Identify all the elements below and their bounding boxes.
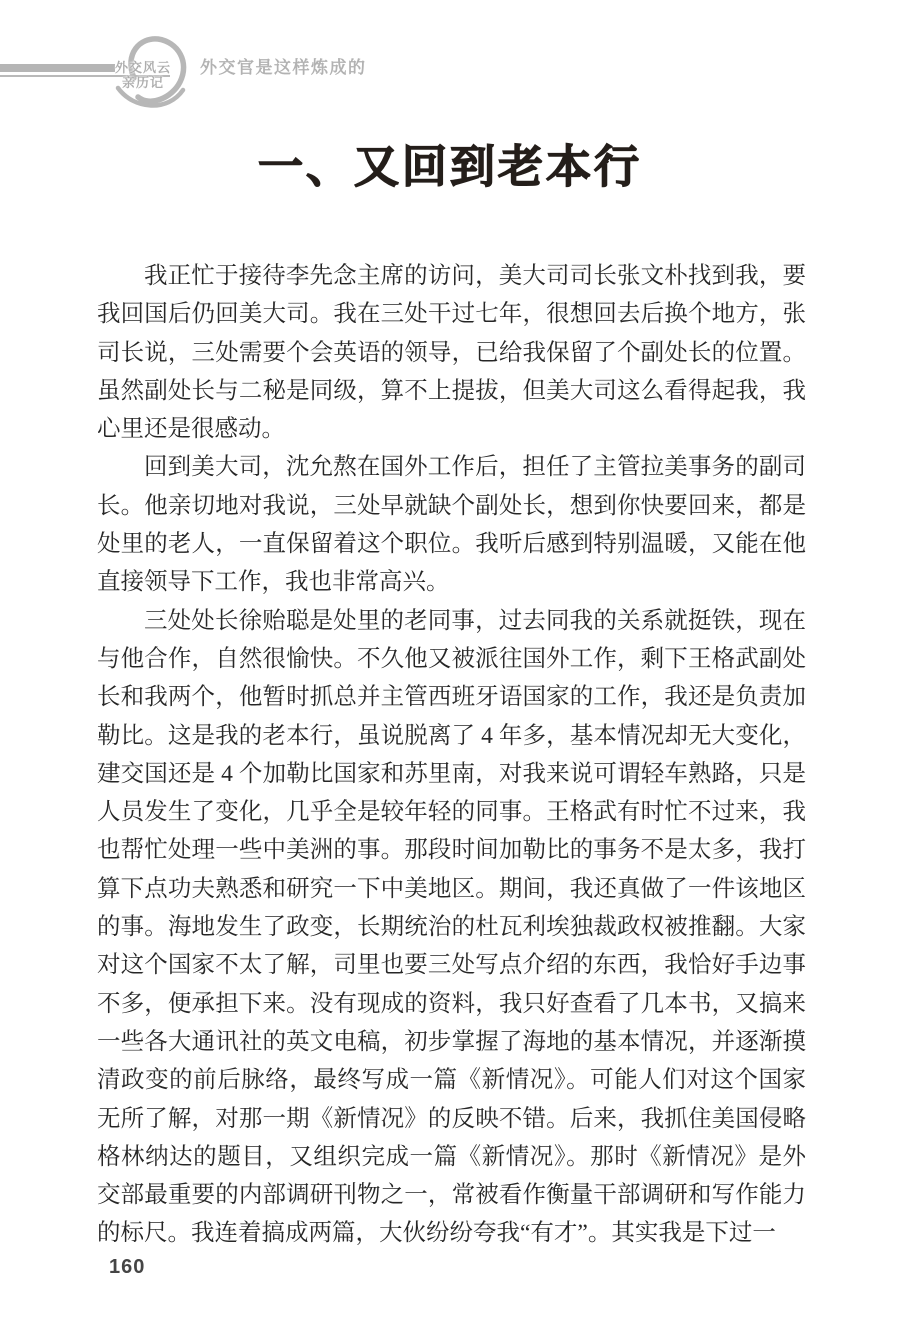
paragraph-1: 我正忙于接待李先念主席的访问，美大司司长张文朴找到我，要我回国后仍回美大司。我在三处干过七年，很想回去后换个地方，张司长说，三处需要个会英语的领导，已给我保留了个副处长的位置。虽然副处长与二秘是同级，算不上提拔，但美大司这么看得起我，我心里还是很感动。 <box>97 263 806 443</box>
paragraph-3: 三处处长徐贻聪是处里的老同事，过去同我的关系就挺铁，现在与他合作，自然很愉快。不久他又被派往国外工作，剩下王格武副处长和我两个，他暂时抓总并主管西班牙语国家的工作，我还是负责加勒比。这是我的老本行，虽说脱离了 4 年多，基本情况却无大变化，建交国还是 4 个加勒比国家和苏里南，对我来说可谓轻车熟路，只是人员发生了变化，几乎全是较年轻的同事。王格武有时忙不过来，我也帮忙处理一些中美洲的事。那段时间加勒比的事务不是太多，我打算下点功夫熟悉和研究一下中美地区。期间，我还真做了一件该地区的事。海地发生了政变，长期统治的杜瓦利埃独裁政权被推翻。大家对这个国家不太了解，司里也要三处写点介绍的东西，我恰好手边事不多，便承担下来。没有现成的资料，我只好查看了几本书，又搞来一些各大通讯社的英文电稿，初步掌握了海地的基本情况，并逐渐摸清政变的前后脉络，最终写成一篇《新情况》。可能人们对这个国家无所了解，对那一期《新情况》的反映不错。后来，我抓住美国侵略格林纳达的题目，又组织完成一篇《新情况》。那时《新情况》是外交部最重要的内部调研刊物之一，常被看作衡量干部调研和写作能力的标尺。我连着搞成两篇，大伙纷纷夸我“有才”。其实我是下过一 <box>97 607 806 1247</box>
series-logo-text <box>114 60 172 90</box>
paragraph-2: 回到美大司，沈允熬在国外工作后，担任了主管拉美事务的副司长。他亲切地对我说，三处早就缺个副处长，想到你快要回来，都是处里的老人，一直保留着这个职位。我听后感到特别温暖，又能在他直接领导下工作，我也非常高兴。 <box>97 454 806 596</box>
series-logo-line2: 亲历记 <box>121 75 164 90</box>
chapter-title: 一、又回到老本行 <box>257 141 642 192</box>
running-head-book-title: 外交官是这样炼成的 <box>200 58 367 77</box>
body-text <box>97 257 806 1253</box>
page-number: 160 <box>109 1256 146 1278</box>
header-bar-thick <box>0 64 115 72</box>
series-logo-line1: 外交风云 <box>114 60 171 75</box>
